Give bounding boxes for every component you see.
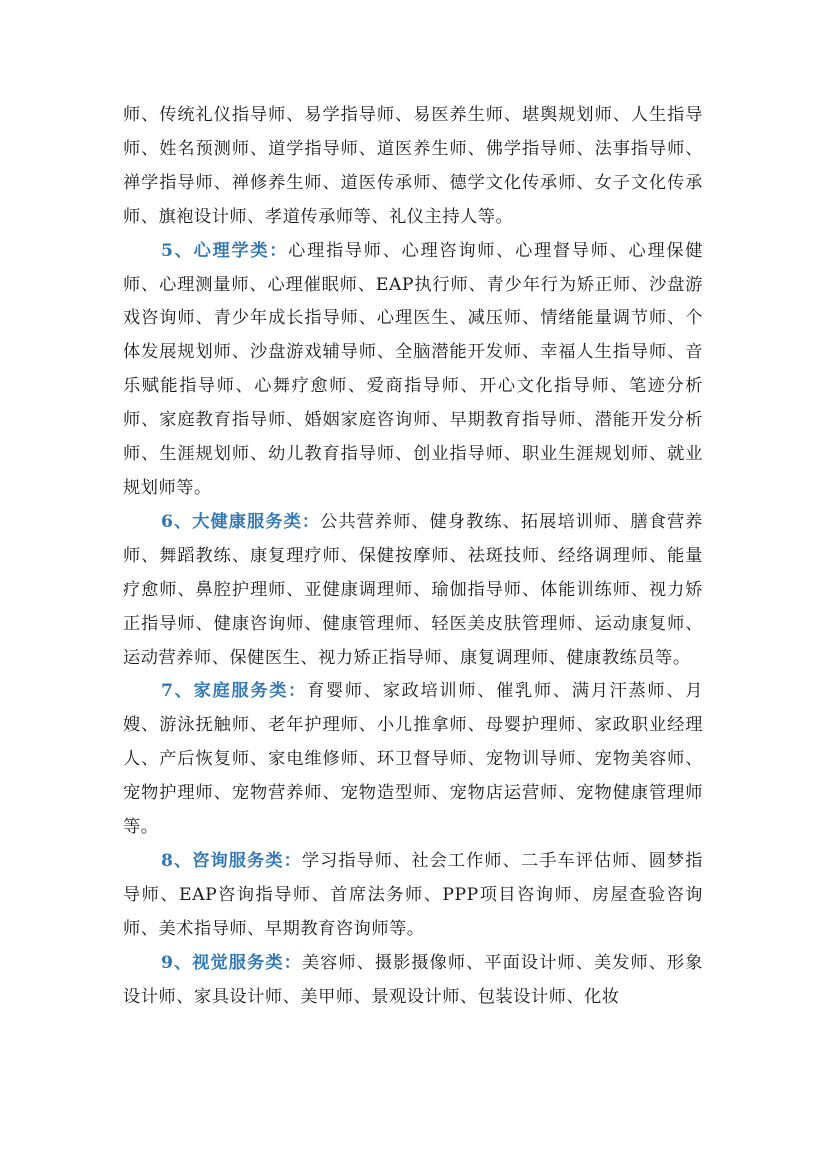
paragraph-continued-list (123, 99, 703, 235)
paragraph-psychology (123, 235, 703, 506)
paragraph-text: 美容师、摄影摄像师、平面设计师、美发师、形象设计师、家具设计师、美甲师、景观设计师、包装设计师、化妆 (123, 952, 703, 1007)
paragraph-family-services (123, 675, 703, 845)
paragraph-consulting-services (123, 845, 703, 947)
paragraph-text: 公共营养师、健身教练、拓展培训师、膳食营养师、舞蹈教练、康复理疗师、保健按摩师、祛斑技师、经络调理师、能量疗愈师、鼻腔护理师、亚健康调理师、瑜伽指导师、体能训练师、视力矫正指导师、健康咨询师、健康管理师、轻医美皮肤管理师、运动康复师、运动营养师、保健医生、视力矫正指导师、康复调理师、健康教练员等。 (123, 511, 703, 668)
paragraph-text: 学习指导师、社会工作师、二手车评估师、圆梦指导师、EAP咨询指导师、首席法务师、PPP项目咨询师、房屋查验咨询师、美术指导师、早期教育咨询师等。 (123, 850, 703, 939)
section-heading-visual-services: 9、视觉服务类： (161, 952, 302, 973)
section-heading-health-services: 6、大健康服务类： (161, 511, 321, 532)
paragraph-health-services (123, 506, 703, 676)
document-body (123, 99, 703, 1014)
section-heading-family-services: 7、家庭服务类： (161, 681, 308, 702)
paragraph-text: 师、传统礼仪指导师、易学指导师、易医养生师、堪舆规划师、人生指导师、姓名预测师、道学指导师、道医养生师、佛学指导师、法事指导师、禅学指导师、禅修养生师、道医传承师、德学文化传承师、女子文化传承师、旗袍设计师、孝道传承师等、礼仪主持人等。 (123, 105, 703, 227)
section-heading-psychology: 5、心理学类： (161, 240, 289, 261)
paragraph-visual-services (123, 947, 703, 1015)
section-heading-consulting-services: 8、咨询服务类： (161, 850, 302, 871)
paragraph-text: 心理指导师、心理咨询师、心理督导师、心理保健师、心理测量师、心理催眠师、EAP执行师、青少年行为矫正师、沙盘游戏咨询师、青少年成长指导师、心理医生、减压师、情绪能量调节师、个体发展规划师、沙盘游戏辅导师、全脑潜能开发师、幸福人生指导师、音乐赋能指导师、心舞疗愈师、爱商指导师、开心文化指导师、笔迹分析师、家庭教育指导师、婚姻家庭咨询师、早期教育指导师、潜能开发分析师、生涯规划师、幼儿教育指导师、创业指导师、职业生涯规划师、就业规划师等。 (123, 240, 704, 498)
paragraph-text: 育婴师、家政培训师、催乳师、满月汗蒸师、月嫂、游泳抚触师、老年护理师、小儿推拿师、母婴护理师、家政职业经理人、产后恢复师、家电维修师、环卫督导师、宠物训导师、宠物美容师、宠物护理师、宠物营养师、宠物造型师、宠物店运营师、宠物健康管理师等。 (123, 681, 703, 838)
